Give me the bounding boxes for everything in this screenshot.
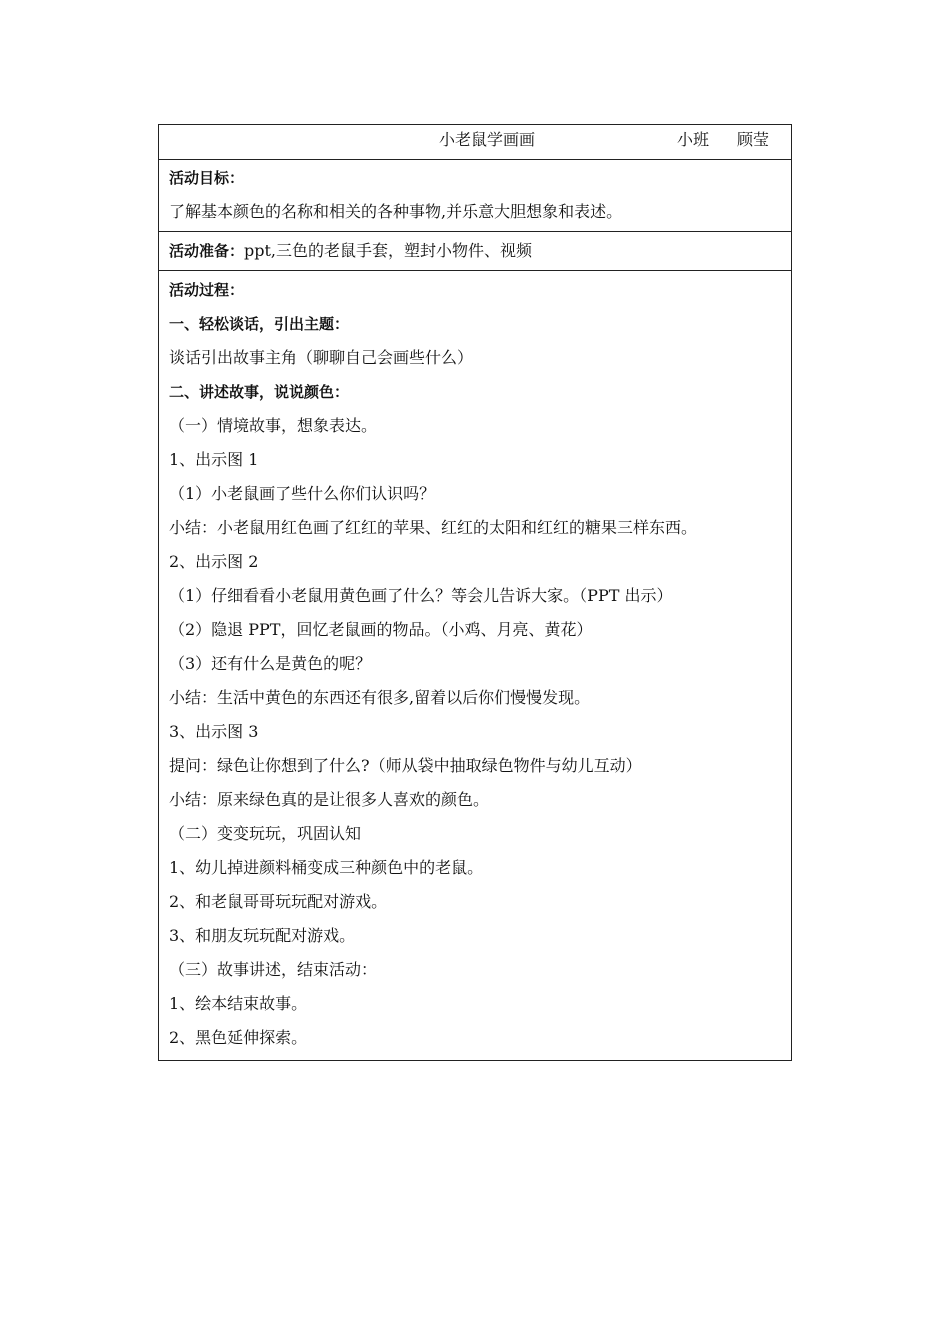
process-lines	[169, 307, 781, 1055]
process-line: （2）隐退 PPT，回忆老鼠画的物品。（小鸡、月亮、黄花）	[169, 620, 593, 639]
lesson-plan-table	[158, 124, 792, 1061]
section-heading: 二、讲述故事，说说颜色：	[169, 383, 350, 401]
class-name: 小班	[677, 130, 710, 149]
process-label: 活动过程：	[169, 281, 245, 299]
process-line: 1、出示图 1	[169, 450, 259, 469]
prep-line	[169, 234, 781, 268]
process-line: 谈话引出故事主角（聊聊自己会画些什么）	[169, 348, 474, 367]
process-line: 提问：绿色让你想到了什么?（师从袋中抽取绿色物件与幼儿互动）	[169, 756, 642, 775]
section-heading: 一、轻松谈话，引出主题：	[169, 315, 350, 333]
process-line: 小结：生活中黄色的东西还有很多,留着以后你们慢慢发现。	[169, 688, 591, 707]
process-line: （三）故事讲述，结束活动：	[169, 960, 378, 979]
prep-label: 活动准备：	[169, 242, 245, 260]
prep-section	[159, 231, 791, 270]
process-line: 3、和朋友玩玩配对游戏。	[169, 926, 356, 945]
process-line: 1、绘本结束故事。	[169, 994, 308, 1013]
lesson-title: 小老鼠学画画	[439, 130, 536, 149]
title-row	[159, 125, 791, 159]
prep-text: ppt,三色的老鼠手套，塑封小物件、视频	[244, 241, 533, 260]
process-line: 2、和老鼠哥哥玩玩配对游戏。	[169, 892, 388, 911]
process-line: （一）情境故事，想象表达。	[169, 416, 378, 435]
process-line: （1）小老鼠画了些什么你们认识吗？	[169, 484, 436, 503]
process-line: （1）仔细看看小老鼠用黄色画了什么？等会儿告诉大家。（PPT 出示）	[169, 586, 673, 605]
goals-label: 活动目标：	[169, 169, 245, 187]
goals-section	[159, 159, 791, 231]
goals-text: 了解基本颜色的名称和相关的各种事物,并乐意大胆想象和表述。	[169, 202, 623, 221]
process-line: （二）变变玩玩，巩固认知	[169, 824, 362, 843]
process-line: 小结：原来绿色真的是让很多人喜欢的颜色。	[169, 790, 490, 809]
process-section	[159, 270, 791, 1060]
process-line: 3、出示图 3	[169, 722, 259, 741]
process-line: 2、黑色延伸探索。	[169, 1028, 308, 1047]
teacher-name: 顾莹	[737, 130, 770, 149]
process-line: 1、幼儿掉进颜料桶变成三种颜色中的老鼠。	[169, 858, 484, 877]
process-line: （3）还有什么是黄色的呢？	[169, 654, 372, 673]
process-line: 小结：小老鼠用红色画了红红的苹果、红红的太阳和红红的糖果三样东西。	[169, 518, 698, 537]
process-line: 2、出示图 2	[169, 552, 259, 571]
